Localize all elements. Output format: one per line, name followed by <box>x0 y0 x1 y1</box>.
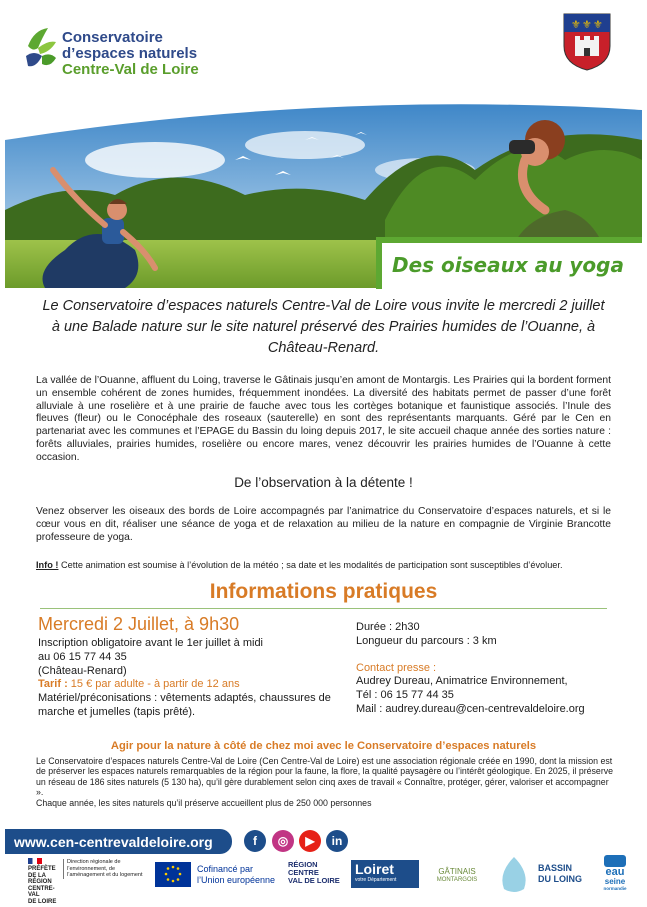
region-line2: CENTRE <box>288 868 319 877</box>
contact-label: Contact presse : <box>356 661 437 674</box>
info-notice <box>36 560 563 570</box>
partner-logos <box>0 855 647 907</box>
tarif-value: 15 € par adulte - à partir de 12 ans <box>67 678 240 691</box>
bassin-line2: DU LOING <box>538 874 582 884</box>
svg-text:⚜: ⚜ <box>571 18 581 31</box>
info-text: Cette animation est soumise à l’évolution de la météo ; sa date et les modalités de participation sont susceptibles d’évoluer. <box>58 560 563 570</box>
about-paragraph-2: Chaque année, les sites naturels qu’il préserve accueillent plus de 250 000 personnes <box>36 797 372 808</box>
practical-info-heading: Informations pratiques <box>209 580 438 603</box>
region-logo <box>288 861 340 885</box>
phone-text: au 06 15 77 44 35 <box>38 650 127 663</box>
event-title: Des oiseaux au yoga <box>392 253 624 277</box>
bassin-loing-text <box>538 863 582 885</box>
contact-mail[interactable]: Mail : audrey.dureau@cen-centrevaldeloire.org <box>356 702 585 715</box>
org-name-line2: d’espaces naturels <box>62 45 198 62</box>
info-label: Info ! <box>36 560 59 570</box>
eau-line3: normandie <box>603 886 627 891</box>
intro-text: Le Conservatoire d’espaces naturels Centre-Val de Loire vous invite le mercredi 2 juillet à une Balade nature sur le site naturel préservé des Prairies humides de l’Ouanne, à Château-Renard. <box>42 298 605 356</box>
prefet-line: CENTRE-VAL <box>28 885 55 898</box>
svg-text:⚜: ⚜ <box>582 18 592 31</box>
french-flag-icon <box>28 858 42 864</box>
divider <box>40 608 607 609</box>
tarif-label: Tarif : <box>38 678 68 691</box>
contact-tel: Tél : 06 15 77 44 35 <box>356 689 454 702</box>
instagram-icon[interactable]: ◎ <box>272 830 294 852</box>
place-text: (Château-Renard) <box>38 664 127 677</box>
duree-text: Durée : 2h30 <box>356 621 420 633</box>
inscription-text: Inscription obligatoire avant le 1er juillet à midi <box>38 637 264 649</box>
youtube-icon[interactable]: ▶ <box>299 830 321 852</box>
practical-left-column <box>38 637 338 720</box>
facebook-icon[interactable]: f <box>244 830 266 852</box>
materiel-text: Matériel/préconisations : vêtements adaptés, chaussures de marche et jumelles (tapis prêté). <box>38 692 331 718</box>
region-line3: VAL DE LOIRE <box>288 876 340 885</box>
bassin-loing-icon <box>494 855 534 895</box>
prefet-line: DE LOIRE <box>28 898 57 905</box>
eau-line2: seine <box>604 877 626 886</box>
site-description: La vallée de l’Ouanne, affluent du Loing, traverse le Gâtinais jusqu’en amont de Montargis. Les Prairies qui la bordent forment un ensemble cohérent de zones humides, fréquemment inondées. La diversité des habitats permet de passer d’une forêt alluviale à une roselière et à une prairie de fauche avec tous les cortèges botanique et faunistique associés. l’Inule des fleuves (fleur) ou le Conocéphale des roseaux (sauterelle) en sont des représentants marquants. Géré par le Cen en partenariat avec les communes et l’EPAGE du Bassin du loing depuis 2017, le site accueil chaque année des sorties nature : forêts alluviales, prairies humides, roselière ou encore mares, venez découvrir les prairies humides de l’Ouanne à cette occasion. <box>36 375 611 463</box>
about-paragraph: Le Conservatoire d’espaces naturels Centre-Val de Loire (Cen Centre-Val de Loire) est une association régionale créée en 1990, dont la mission est de préserver les espaces naturels remarquables de la région pour la faune, la flore, la qualité paysagère ou l’intérêt géologique. En 2025, il préserve un réseau de 186 sites naturels (5 130 ha), qu’il gère durablement selon cinq axes de travail « Connaître, protéger, gérer, valoriser et accompagner ». <box>36 756 614 798</box>
gatinais-line2: MONTARGOIS <box>436 877 478 883</box>
practical-right-column <box>356 621 626 717</box>
org-name <box>62 30 199 78</box>
tarif-line <box>38 678 338 692</box>
prefet-line: PRÉFÈTE <box>28 866 56 872</box>
loiret-logo <box>351 860 419 888</box>
website-link[interactable]: www.cen-centrevaldeloire.org <box>5 829 232 854</box>
eu-line2: l’Union européenne <box>197 875 276 885</box>
agir-heading: Agir pour la nature à côté de chez moi avec le Conservatoire d’espaces naturels <box>110 740 537 752</box>
coat-of-arms-icon <box>562 12 612 72</box>
longueur-text: Longueur du parcours : 3 km <box>356 634 497 647</box>
prefet-line: DE LA RÉGION <box>28 872 52 885</box>
event-date: Mercredi 2 Juillet, à 9h30 <box>38 614 240 634</box>
loiret-text: Loiret <box>355 861 394 877</box>
prefet-logo <box>28 858 60 905</box>
gatinais-line1: GÂTINAIS <box>438 867 476 876</box>
header <box>0 0 647 100</box>
bassin-line1: BASSIN <box>538 863 573 873</box>
org-name-line3: Centre-Val de Loire <box>62 61 199 78</box>
region-line1: RÉGION <box>288 860 318 869</box>
eau-line1: eau <box>605 866 625 878</box>
eau-seine-logo <box>600 855 630 891</box>
org-name-line1: Conservatoire <box>62 29 163 46</box>
dreal-text: Direction régionale de l’environnement, de l’aménagement et du logement <box>63 859 145 879</box>
section-heading-observation: De l’observation à la détente ! <box>234 475 413 490</box>
eu-line1: Cofinancé par <box>197 864 254 874</box>
about-text <box>36 756 614 808</box>
gatinais-logo <box>428 867 486 885</box>
loiret-subtext: votre Département <box>355 877 397 883</box>
linkedin-icon[interactable]: in <box>326 830 348 852</box>
eu-flag-icon <box>155 862 191 887</box>
conservatoire-logo-icon <box>24 26 58 70</box>
eu-text <box>197 864 275 886</box>
contact-name: Audrey Dureau, Animatrice Environnement, <box>356 675 568 688</box>
title-banner <box>376 237 642 289</box>
svg-text:⚜: ⚜ <box>593 18 603 31</box>
activity-description: Venez observer les oiseaux des bords de Loire accompagnés par l’animatrice du Conservatoire d’espaces naturels, et si le cœur vous en dit, réaliser une séance de yoga et de relaxation au milieu de la nature en compagnie de Virginie Brancotte professeure de yoga. <box>36 506 611 543</box>
